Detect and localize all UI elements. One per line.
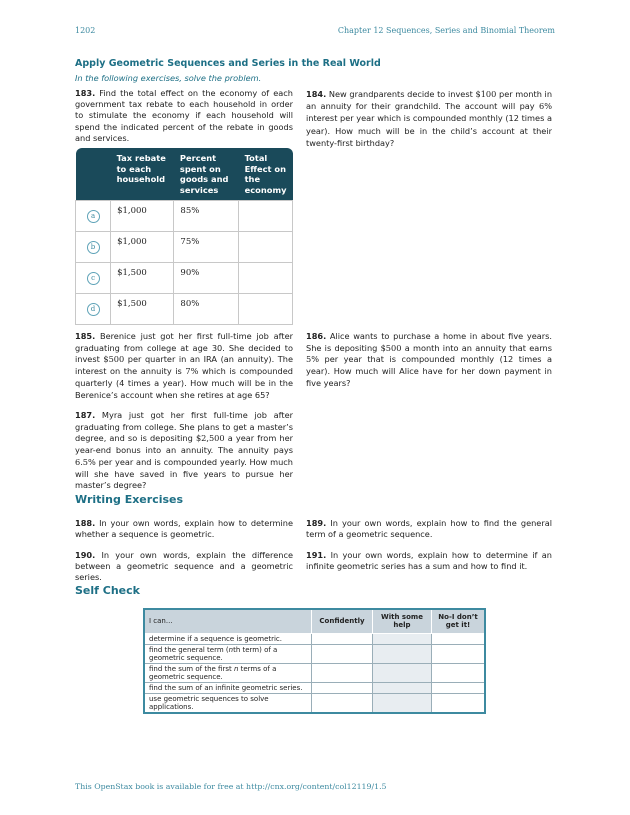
writing-exercises-title: Writing Exercises <box>75 493 184 506</box>
rate-value: 7% <box>185 366 199 377</box>
skill-variable: n <box>233 664 239 673</box>
exercise-text: Find the total effect on the economy of each government tax rebate to each household in order to stimulate the economy if each household will spend the indicated percent of the rebate in goods and services. <box>75 88 293 143</box>
percent-cell: 80% <box>174 294 239 325</box>
percent-cell: 85% <box>174 201 239 232</box>
exercise-number: 184. <box>306 89 327 99</box>
confidently-cell[interactable] <box>312 644 373 663</box>
exercise-text: per year and is compounded yearly. How much will she have saved in five years to pursue her master’s degree? <box>75 456 293 491</box>
amount-value: $100 <box>475 89 497 99</box>
exercise-189 <box>306 518 552 540</box>
exercise-text: In your own words, explain how to find the general term of a geometric sequence. <box>306 518 552 540</box>
total-cell <box>239 294 293 325</box>
table-header-blank <box>76 148 111 201</box>
with-some-help-cell[interactable] <box>373 633 432 644</box>
exercise-188 <box>75 518 293 540</box>
exercise-text: interest per year which is compounded monthly (12 times a year). How much will be in the child’s account at their twenty-first birthday? <box>306 113 552 148</box>
row-label-badge: c <box>87 272 100 285</box>
rate-value: 5% <box>306 354 319 365</box>
exercise-text: In your own words, explain how to determine whether a sequence is geometric. <box>75 518 294 540</box>
exercise-number: 190. <box>75 550 96 560</box>
rebate-table <box>75 148 293 325</box>
amount-value: $500 <box>380 342 402 353</box>
exercise-text: Berenice just got her first full-time job after graduating from college at age 30. She decided to invest <box>75 331 293 365</box>
row-label-badge: b <box>87 241 100 254</box>
confidently-cell[interactable] <box>312 663 373 682</box>
table-row <box>144 633 485 644</box>
exercise-number: 186. <box>306 331 327 341</box>
table-row <box>76 201 293 232</box>
total-cell <box>239 201 293 232</box>
exercise-text: which is compounded quarterly (4 times a year). How much will be in the Berenice’s account when she retires at age 65? <box>75 366 293 400</box>
table-row <box>76 232 293 263</box>
skill-text: find the sum of the first <box>149 664 234 673</box>
exercise-text: In your own words, explain the difference between a geometric sequence and a geometric series. <box>75 550 294 583</box>
amount-value: $2,500 <box>195 433 225 444</box>
with-some-help-cell[interactable] <box>373 644 432 663</box>
exercise-187 <box>75 410 293 492</box>
exercise-183 <box>75 88 293 144</box>
self-check-title: Self Check <box>75 584 140 597</box>
row-label-badge: a <box>87 210 100 223</box>
exercise-text: a year from her year-end bonus into an annuity. The annuity pays <box>75 433 294 456</box>
exercise-number: 188. <box>75 518 96 528</box>
rate-value: 6.5% <box>75 456 96 467</box>
exercise-190 <box>75 550 293 584</box>
skill-text: terms of a geometric sequence. <box>149 664 277 681</box>
total-cell <box>239 232 293 263</box>
table-row <box>144 663 485 682</box>
confidently-cell[interactable] <box>312 682 373 693</box>
skill-cell <box>144 663 312 682</box>
table-header: Percent spent on goods and services <box>174 148 239 201</box>
footer-text: This OpenStax book is available for free at http://cnx.org/content/col12119/1.5 <box>75 782 387 791</box>
total-cell <box>239 263 293 294</box>
exercise-text: per year that is compounded monthly (12 times a year). How much will Alice have for her down payment in five years? <box>306 354 552 388</box>
exercise-number: 185. <box>75 331 96 341</box>
skill-cell: find the sum of an infinite geometric series. <box>144 682 312 693</box>
confidently-cell[interactable] <box>312 633 373 644</box>
with-some-help-cell[interactable] <box>373 663 432 682</box>
dont-get-it-cell[interactable] <box>432 633 486 644</box>
table-header-row <box>144 609 485 633</box>
exercise-number: 183. <box>75 88 96 98</box>
table-row <box>76 263 293 294</box>
exercise-text: Myra just got her first full-time job after graduating from college. She plans to get a master’s degree, and so is depositing <box>75 410 293 444</box>
self-check-table <box>143 608 486 714</box>
percent-cell: 90% <box>174 263 239 294</box>
exercise-text: New grandparents decide to invest <box>328 89 473 99</box>
rebate-cell: $1,000 <box>111 201 174 232</box>
dont-get-it-cell[interactable] <box>432 644 486 663</box>
exercise-number: 187. <box>75 410 96 420</box>
skill-variable: n <box>228 645 234 654</box>
skill-cell: use geometric sequences to solve applications. <box>144 693 312 713</box>
exercise-number: 191. <box>306 550 327 560</box>
rebate-cell: $1,500 <box>111 294 174 325</box>
exercise-number: 189. <box>306 518 327 528</box>
dont-get-it-cell[interactable] <box>432 693 486 713</box>
table-row <box>144 693 485 713</box>
percent-cell: 75% <box>174 232 239 263</box>
rebate-cell: $1,500 <box>111 263 174 294</box>
table-header: No-I don’t get it! <box>432 609 486 633</box>
table-header: Total Effect on the economy <box>239 148 293 201</box>
skill-cell: determine if a sequence is geometric. <box>144 633 312 644</box>
exercise-191 <box>306 550 552 572</box>
section-title: Apply Geometric Sequences and Series in the Real World <box>75 58 381 69</box>
table-header: With some help <box>373 609 432 633</box>
rebate-cell: $1,000 <box>111 232 174 263</box>
dont-get-it-cell[interactable] <box>432 682 486 693</box>
exercise-186 <box>306 331 552 390</box>
confidently-cell[interactable] <box>312 693 373 713</box>
row-label-badge: d <box>87 303 100 316</box>
dont-get-it-cell[interactable] <box>432 663 486 682</box>
table-header: Confidently <box>312 609 373 633</box>
exercise-text: per quarter in an IRA (an annuity). The interest on the annuity is <box>75 354 294 377</box>
exercise-185 <box>75 331 293 401</box>
skill-text: th term) of a geometric sequence. <box>149 645 278 662</box>
exercise-184 <box>306 88 552 149</box>
chapter-title: Chapter 12 Sequences, Series and Binomial Theorem <box>337 26 555 35</box>
table-row <box>76 294 293 325</box>
with-some-help-cell[interactable] <box>373 693 432 713</box>
table-row <box>144 682 485 693</box>
exercise-text: In your own words, explain how to determine if an infinite geometric series has a sum and how to find it. <box>306 550 552 572</box>
page-number: 1202 <box>75 26 96 35</box>
rate-value: 6% <box>539 101 552 112</box>
amount-value: $500 <box>103 354 125 365</box>
table-header: I can... <box>144 609 312 633</box>
skill-text: find the general term ( <box>149 645 229 654</box>
exercise-text: per month in an annuity for their grandchild. The account will pay <box>306 89 553 112</box>
exercise-text: a month into an annuity that earns <box>404 342 552 353</box>
with-some-help-cell[interactable] <box>373 682 432 693</box>
section-instruction: In the following exercises, solve the problem. <box>75 73 262 83</box>
table-header: Tax rebate to each household <box>111 148 174 201</box>
table-row <box>144 644 485 663</box>
skill-cell <box>144 644 312 663</box>
table-header-row <box>76 148 293 201</box>
exercise-text: Alice wants to purchase a home in about five years. She is depositing <box>306 331 552 353</box>
